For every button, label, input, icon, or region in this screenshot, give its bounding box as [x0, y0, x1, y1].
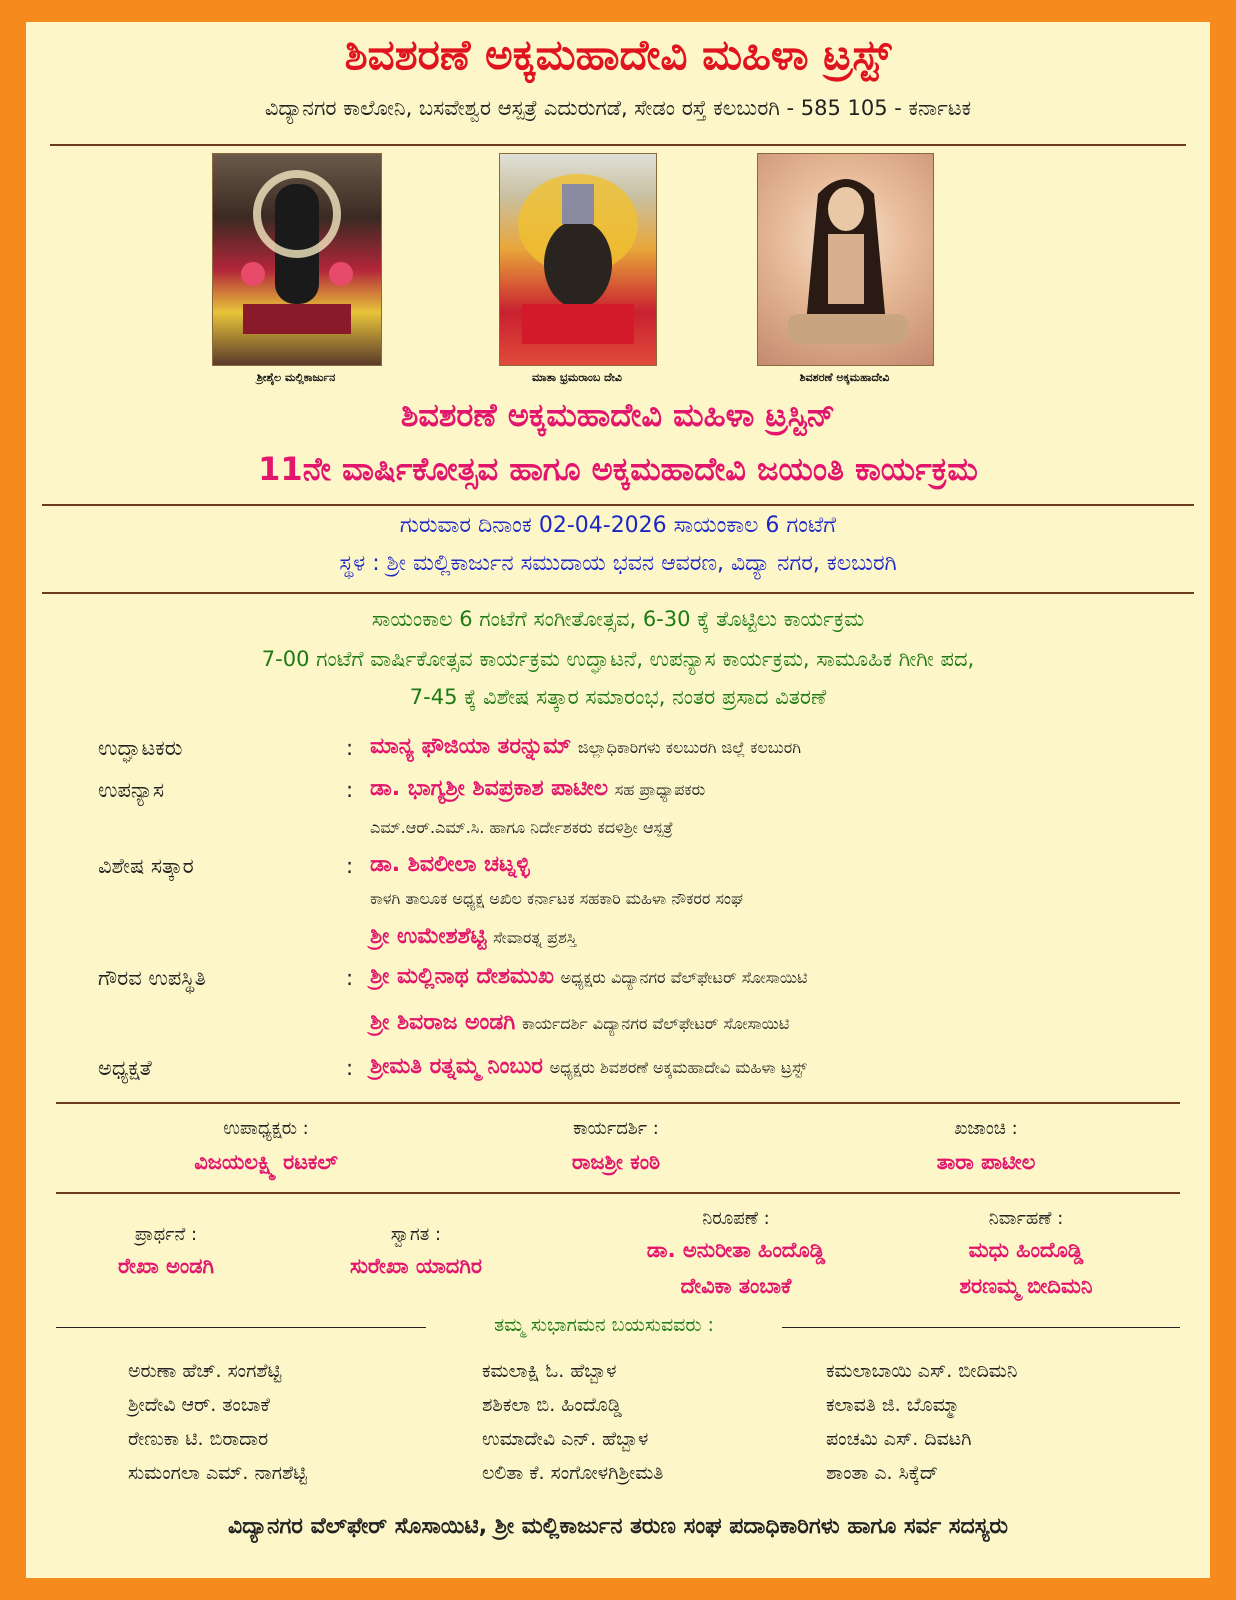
host-name: ಪಂಚಮಿ ಎಸ್. ದಿವಟಗಿ — [826, 1428, 972, 1450]
guest-name: ಶ್ರೀ ಉಮೇಶಶೆಟ್ಟಿ — [370, 924, 487, 949]
guest-desc: ಕಾಳಗಿ ತಾಲೂಕ ಅಧ್ಯಕ್ಷ ಅಖಿಲ ಕರ್ನಾಟಕ ಸಹಕಾರಿ ಮಹಿಳಾ ನೌಕರರ ಸಂಘ — [370, 889, 744, 908]
role-title: ಸ್ವಾಗತ : — [390, 1224, 442, 1245]
guest-desc: ಎಮ್.ಆರ್.ಎಮ್.ಸಿ. ಹಾಗೂ ನಿರ್ದೇಶಕರು ಕದಳಿಶ್ರೀ ಆಸ್ಪತ್ರೆ — [370, 818, 674, 837]
role-name: ದೇವಿಕಾ ತಂಬಾಕೆ — [680, 1274, 792, 1298]
guest-desc: ಅಧ್ಯಕ್ಷರು ಶಿವಶರಣೆ ಅಕ್ಕಮಹಾದೇವಿ ಮಹಿಳಾ ಟ್ರಸ್ಟ್ — [549, 1058, 807, 1077]
role-title: ಪ್ರಾರ್ಥನೆ : — [134, 1224, 198, 1245]
guest-label: ಉದ್ಘಾಟಕರು — [98, 736, 183, 760]
officer-name: ತಾರಾ ಪಾಟೀಲ — [936, 1150, 1036, 1174]
photo-caption: ಶಿವಶರಣೆ ಅಕ್ಕಮಹಾದೇವಿ — [799, 371, 890, 384]
guest-name: ಡಾ. ಶಿವಲೀಲಾ ಚಟ್ನಳ್ಳಿ — [370, 852, 530, 877]
photo-caption: ಶ್ರೀಶೈಲ ಮಲ್ಲಿಕಾರ್ಜುನ — [256, 371, 336, 384]
officer-name: ವಿಜಯಲಕ್ಷ್ಮಿ ರಟಕಲ್ — [194, 1150, 338, 1174]
divider — [56, 1102, 1180, 1104]
role-name: ಶರಣಮ್ಮ ಬೀದಿಮನಿ — [959, 1274, 1093, 1298]
event-title-line1: ಶಿವಶರಣೆ ಅಕ್ಕಮಹಾದೇವಿ ಮಹಿಳಾ ಟ್ರಸ್ಟಿನ್ — [400, 396, 836, 434]
officer-title: ಖಜಾಂಚಿ : — [954, 1118, 1018, 1139]
guest-honorary — [370, 964, 807, 989]
guest-name: ಶ್ರೀ ಶಿವರಾಜ ಅಂಡಗಿ — [370, 1010, 516, 1035]
deity-photo-mallikarjuna — [212, 153, 382, 366]
role-name: ರೇಖಾ ಅಂಡಗಿ — [117, 1254, 214, 1278]
guest-desc: ಜಿಲ್ಲಾಧಿಕಾರಿಗಳು ಕಲಬುರಗಿ ಜಿಲ್ಲೆ ಕಲಬುರಗಿ — [577, 738, 801, 757]
officer-name: ರಾಜಶ್ರೀ ಕಂಠಿ — [571, 1150, 661, 1174]
host-name: ಶಶಿಕಲಾ ಬಿ. ಹಿಂದೊಡ್ಡಿ — [482, 1394, 623, 1416]
host-name: ಲಲಿತಾ ಕೆ. ಸಂಗೋಳಗಿಶ್ರೀಮತಿ — [482, 1462, 664, 1484]
divider — [42, 504, 1194, 506]
colon: : — [346, 736, 354, 760]
guest-inaugurator — [370, 734, 801, 759]
schedule-line: ಸಾಯಂಕಾಲ 6 ಗಂಟೆಗೆ ಸಂಗೀತೋತ್ಸವ, 6-30 ಕ್ಕೆ ತೊಟ್ಟಿಲು ಕಾರ್ಯಕ್ರಮ — [371, 607, 865, 631]
guest-label: ಅಧ್ಯಕ್ಷತೆ — [98, 1056, 152, 1080]
host-name: ಸುಮಂಗಲಾ ಎಮ್. ನಾಗಶೆಟ್ಟಿ — [128, 1462, 307, 1484]
guest-name: ಡಾ. ಭಾಗ್ಯಶ್ರೀ ಶಿವಪ್ರಕಾಶ ಪಾಟೀಲ — [370, 776, 609, 801]
photo-caption: ಮಾತಾ ಭ್ರಮರಾಂಬ ದೇವಿ — [531, 371, 622, 384]
guest-presidency — [370, 1054, 807, 1079]
guest-label: ಉಪನ್ಯಾಸ — [98, 778, 165, 802]
host-name: ಅರುಣಾ ಹೆಚ್. ಸಂಗಶೆಟ್ಟಿ — [128, 1360, 282, 1382]
guest-desc: ಕಾರ್ಯದರ್ಶಿ ವಿದ್ಯಾನಗರ ವೆಲ್‌ಫೇಟರ್ ಸೋಸಾಯಿಟಿ — [522, 1014, 790, 1033]
guest-name: ಮಾನ್ಯ ಫೌಜಿಯಾ ತರನ್ನುಮ್ — [370, 734, 572, 759]
role-name: ಸುರೇಖಾ ಯಾದಗಿರ — [350, 1254, 482, 1278]
guest-desc: ಅಧ್ಯಕ್ಷರು ವಿದ್ಯಾನಗರ ವೆಲ್‌ಫೇಟರ್ ಸೋಸಾಯಿಟಿ — [560, 968, 808, 987]
event-venue: ಸ್ಥಳ : ಶ್ರೀ ಮಲ್ಲಿಕಾರ್ಜುನ ಸಮುದಾಯ ಭವನ ಆವರಣ, ವಿದ್ಯಾ ನಗರ, ಕಲಬುರಗಿ — [339, 551, 897, 576]
guest-label: ವಿಶೇಷ ಸತ್ಕಾರ — [98, 854, 194, 878]
host-name: ಕಲಾವತಿ ಜಿ. ಬೊಮ್ಮಾ — [826, 1394, 960, 1416]
host-name: ಶಾಂತಾ ಎ. ಸಿಕ್ಕೆದ್ — [826, 1462, 939, 1484]
event-date: ಗುರುವಾರ ದಿನಾಂಕ 02-04-2026 ಸಾಯಂಕಾಲ 6 ಗಂಟೆಗೆ — [399, 513, 837, 538]
host-name: ಶ್ರೀದೇವಿ ಆರ್. ತಂಬಾಕೆ — [128, 1394, 270, 1416]
guest-felicitation-2 — [370, 924, 577, 949]
role-name: ಡಾ. ಅನುರೀತಾ ಹಿಂದೊಡ್ಡಿ — [646, 1238, 826, 1262]
deity-photo-akkamahadevi — [757, 153, 934, 366]
guest-honorary-2 — [370, 1010, 789, 1035]
colon: : — [346, 1056, 354, 1080]
schedule-line: 7-45 ಕ್ಕೆ ವಿಶೇಷ ಸತ್ಕಾರ ಸಮಾರಂಭ, ನಂತರ ಪ್ರಸಾದ ವಿತರಣೆ — [409, 685, 827, 709]
deity-photo-bhramaramba — [499, 153, 657, 366]
guest-lecture — [370, 776, 705, 801]
event-title-line2: 11ನೇ ವಾರ್ಷಿಕೋತ್ಸವ ಹಾಗೂ ಅಕ್ಕಮಹಾದೇವಿ ಜಯಂತಿ ಕಾರ್ಯಕ್ರಮ — [258, 450, 978, 488]
host-name: ಕಮಲಾಕ್ಷಿ ಓ. ಹೆಬ್ಬಾಳ — [482, 1360, 617, 1382]
guest-felicitation — [370, 852, 530, 877]
guest-name: ಶ್ರೀ ಮಲ್ಲಿನಾಥ ದೇಶಮುಖ — [370, 964, 554, 989]
guest-label: ಗೌರವ ಉಪಸ್ಥಿತಿ — [98, 966, 206, 990]
role-name: ಮಧು ಹಿಂದೊಡ್ಡಿ — [968, 1238, 1084, 1262]
welcome-heading: ತಮ್ಮ ಸುಭಾಗಮನ ಬಯಸುವವರು : — [494, 1314, 714, 1336]
guest-name: ಶ್ರೀಮತಿ ರತ್ನಮ್ಮ ನಿಂಬುರ — [370, 1054, 543, 1079]
host-name: ಕಮಲಾಬಾಯಿ ಎಸ್. ಬೀದಿಮನಿ — [826, 1360, 1018, 1382]
divider — [50, 144, 1186, 146]
divider — [56, 1192, 1180, 1194]
trust-address: ವಿದ್ಯಾನಗರ ಕಾಲೋನಿ, ಬಸವೇಶ್ವರ ಆಸ್ಪತ್ರೆ ಎದುರುಗಡೆ, ಸೇಡಂ ರಸ್ತೆ ಕಲಬುರಗಿ - 585 105 - ಕರ್ನಾಟಕ — [264, 96, 972, 120]
divider — [782, 1327, 1180, 1328]
footer-organizers: ವಿದ್ಯಾನಗರ ವೆಲ್‌ಫೇರ್ ಸೊಸಾಯಿಟಿ, ಶ್ರೀ ಮಲ್ಲಿಕಾರ್ಜುನ ತರುಣ ಸಂಘ ಪದಾಧಿಕಾರಿಗಳು ಹಾಗೂ ಸರ್ವ ಸದಸ್ಯರು — [227, 1514, 1009, 1539]
divider — [56, 1327, 426, 1328]
guest-desc: ಸೇವಾರತ್ನ ಪ್ರಶಸ್ತಿ — [493, 928, 577, 947]
colon: : — [346, 966, 354, 990]
host-name: ರೇಣುಕಾ ಟಿ. ಬಿರಾದಾರ — [128, 1428, 269, 1450]
invitation-card — [26, 22, 1210, 1578]
trust-title: ಶಿವಶರಣೆ ಅಕ್ಕಮಹಾದೇವಿ ಮಹಿಳಾ ಟ್ರಸ್ಟ್ — [344, 30, 892, 79]
colon: : — [346, 854, 354, 878]
officer-title: ಉಪಾಧ್ಯಕ್ಷರು : — [223, 1118, 309, 1139]
divider — [42, 592, 1194, 594]
host-name: ಉಮಾದೇವಿ ಎನ್. ಹೆಬ್ಬಾಳ — [482, 1428, 649, 1450]
officer-title: ಕಾರ್ಯದರ್ಶಿ : — [573, 1118, 659, 1139]
schedule-line: 7-00 ಗಂಟೆಗೆ ವಾರ್ಷಿಕೋತ್ಸವ ಕಾರ್ಯಕ್ರಮ ಉದ್ಘಾಟನೆ, ಉಪನ್ಯಾಸ ಕಾರ್ಯಕ್ರಮ, ಸಾಮೂಹಿಕ ಗೀಗೀ ಪದ, — [261, 647, 975, 671]
role-title: ನಿರೂಪಣೆ : — [702, 1208, 770, 1229]
guest-desc: ಸಹ ಪ್ರಾಧ್ಯಾಪಕರು — [614, 780, 706, 799]
role-title: ನಿರ್ವಾಹಣೆ : — [988, 1208, 1064, 1229]
colon: : — [346, 778, 354, 802]
